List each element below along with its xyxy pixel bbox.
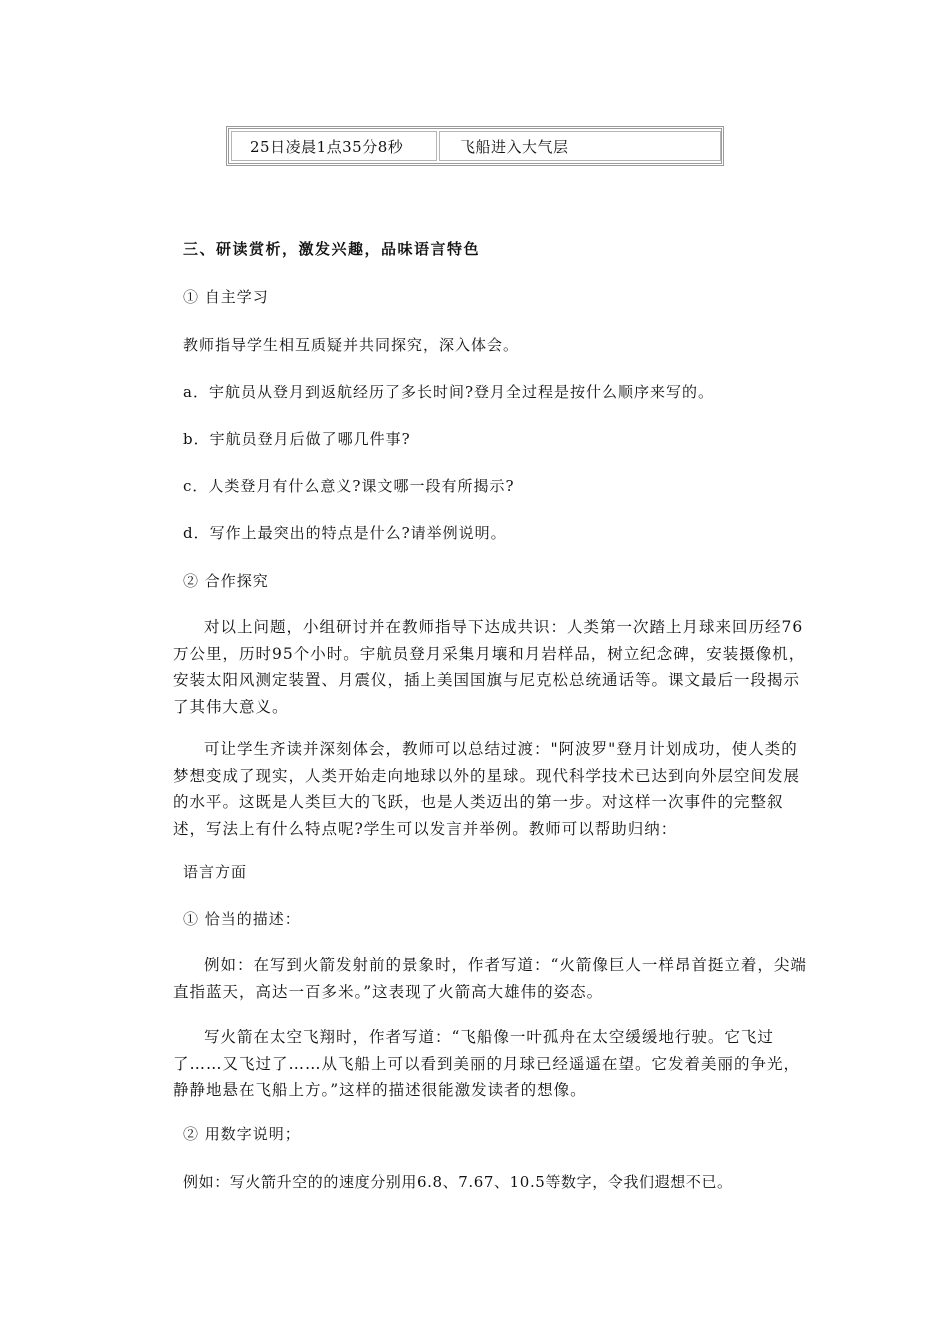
point-numbers-label: ② 用数字说明； bbox=[183, 1125, 301, 1143]
language-aspect-label: 语言方面 bbox=[183, 863, 248, 881]
example-flight: 写火箭在太空飞翔时，作者写道：“飞船像一叶孤舟在太空缓缓地行驶。它飞过了……又飞过了……从飞船上可以看到美丽的月球已经遥遥在望。它发着美丽的争光，静静地悬在飞船上方。”这样的描述很能激发读者的想像。 bbox=[173, 1028, 801, 1099]
coop-study-label: ② 合作探究 bbox=[183, 572, 269, 590]
timeline-table bbox=[226, 126, 724, 166]
teacher-guide-text: 教师指导学生相互质疑并共同探究，深入体会。 bbox=[183, 336, 520, 354]
point-description-label: ① 恰当的描述： bbox=[183, 910, 301, 928]
question-a: a．宇航员从登月到返航经历了多长时间?登月全过程是按什么顺序来写的。 bbox=[183, 383, 714, 401]
question-b: b．宇航员登月后做了哪几件事? bbox=[183, 430, 411, 448]
question-c: c．人类登月有什么意义?课文哪一段有所揭示? bbox=[183, 477, 515, 495]
example-numbers: 例如：写火箭升空的的速度分别用6.8、7.67、10.5等数字，令我们遐想不已。 bbox=[183, 1173, 733, 1191]
paragraph-summary: 可让学生齐读并深刻体会，教师可以总结过渡："阿波罗"登月计划成功，使人类的梦想变成了现实，人类开始走向地球以外的星球。现代科学技术已达到向外层空间发展的水平。这既是人类巨大的飞跃，也是人类迈出的第一步。对这样一次事件的完整叙述，写法上有什么特点呢?学生可以发言并举例。教师可以帮助归纳： bbox=[173, 740, 801, 838]
example-launch: 例如：在写到火箭发射前的景象时，作者写道：“火箭像巨人一样昂首挺立着，尖端直指蓝天，高达一百多米。”这表现了火箭高大雄伟的姿态。 bbox=[173, 956, 807, 1001]
table-cell-event: 飞船进入大气层 bbox=[439, 131, 721, 161]
question-d: d．写作上最突出的特点是什么?请举例说明。 bbox=[183, 524, 507, 542]
table-cell-time: 25日凌晨1点35分8秒 bbox=[231, 131, 437, 161]
section-heading: 三、研读赏析，激发兴趣，品味语言特色 bbox=[183, 240, 481, 258]
paragraph-consensus: 对以上问题，小组研讨并在教师指导下达成共识：人类第一次踏上月球来回历经76万公里，历时95个小时。宇航员登月采集月壤和月岩样品，树立纪念碑，安装摄像机，安装太阳风测定装置、月震仪，插上美国国旗与尼克松总统通话等。课文最后一段揭示了其伟大意义。 bbox=[173, 618, 806, 716]
self-study-label: ① 自主学习 bbox=[183, 288, 269, 306]
